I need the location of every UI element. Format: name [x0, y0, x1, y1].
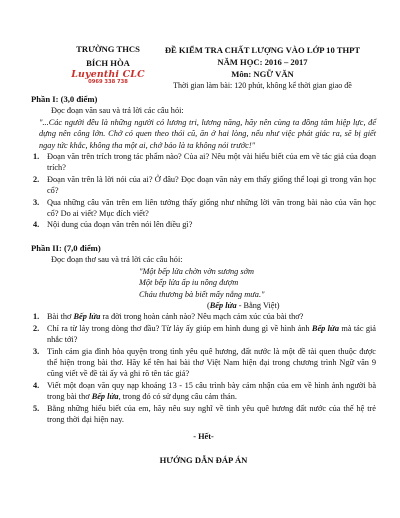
part2-question: 3. Tình cảm gia đình hòa quyện trong tình yêu quê hương, đất nước là một đề tài quen thuộc được thể hiện trong bài thơ. Hãy kể tên hai bài thơ Việt Nam hiện đại trong chương trình Ngữ văn 9 cũng viết về đề tài ấy và ghi rõ tên tác giả?	[33, 346, 376, 379]
school-year: NĂM HỌC: 2016 – 2017	[217, 57, 308, 67]
exam-title: ĐỀ KIỂM TRA CHẤT LƯỢNG VÀO LỚP 10 THPT	[164, 45, 361, 55]
poem-line: "Một bếp lửa chờn vờn sương sớm	[139, 266, 255, 276]
part2-section	[31, 243, 376, 426]
watermark-stamp	[60, 70, 156, 86]
stamp-brand: Luyenthi CLC	[71, 69, 145, 80]
poem-line: Một bếp lửa ấp iu nồng đượm	[139, 278, 239, 288]
part1-title: Phần I: (3,0 điểm)	[31, 94, 98, 104]
part2-instruction: Đọc đoạn thơ sau và trả lời các câu hỏi:	[51, 255, 183, 265]
poem-line: Cháu thương bà biết mấy nắng mưa."	[139, 289, 265, 299]
exam-header	[150, 44, 375, 92]
part1-question: 4. Nội dung của đoạn văn trên nói lên điều gì?	[33, 220, 193, 230]
stamp-phone: 0969 338 738	[88, 79, 128, 85]
part2-title: Phần II: (7,0 điểm)	[31, 242, 101, 253]
school-header	[60, 44, 156, 86]
part2-question: 4. Viết một đoạn văn quy nạp khoảng 13 - 15 câu trình bày cảm nhận của em về hình ảnh người bà trong bài thơ Bếp lửa, trong đó có sử dụng câu cảm thán.	[33, 380, 376, 402]
part1-instruction: Đọc đoạn văn sau và trả lời các câu hỏi:	[51, 106, 184, 116]
part2-question: 2. Chỉ ra từ láy trong dòng thơ đầu? Từ láy ấy giúp em hình dung gì về hình ảnh Bếp lửa mà tác giả nhắc tới?	[33, 323, 376, 345]
part2-question: 1. Bài thơ Bếp lửa ra đời trong hoàn cảnh nào? Nêu mạch cảm xúc của bài thơ?	[33, 312, 304, 322]
part1-section	[31, 94, 376, 231]
part2-questions	[31, 311, 376, 425]
part1-question: 3. Qua những câu văn trên em liên tưởng thấy giống như những lời văn trong bài nào của văn học cổ? Do ai viết? Mục đích viết?	[33, 197, 376, 219]
subject: Môn: NGỮ VĂN	[231, 69, 294, 79]
part1-questions	[31, 151, 376, 231]
answer-title: HƯỚNG DẪN ĐÁP ÁN	[159, 454, 248, 465]
end-mark: - Hết-	[193, 432, 214, 442]
school-name-line2: BÍCH HÒA	[86, 58, 130, 68]
exam-body	[31, 94, 376, 466]
part1-question: 2. Đoạn văn trên là lời nói của ai? Ở đâu? Đọc đoạn văn này em thấy giống thể loại gì trong văn học cổ?	[33, 174, 376, 196]
part2-question: 5. Bằng những hiểu biết của em, hãy nêu suy nghĩ về tình yêu quê hương đất nước của thế hệ trẻ trong thời đại hiện nay.	[33, 403, 376, 424]
school-name-line1: TRƯỜNG THCS	[76, 44, 140, 54]
part1-passage: "...Các người đều là những người có lương tri, lương năng, hãy nên cùng ta đồng tâm hiệp lực, để dựng nên công lớn. Chớ có quen theo thói cũ, ăn ở hai lòng, nếu như việc phát giác ra, sẽ bị giết ngay tức khắc, không tha một ai, chớ bảo là ta không nói trước!"	[39, 117, 376, 150]
poem-excerpt	[31, 266, 376, 300]
part1-question: 1. Đoạn văn trên trích trong tác phẩm nào? Của ai? Nêu một vài hiểu biết của em về tác giả của đoạn trích?	[33, 152, 376, 173]
poem-source: (Bếp lửa - Bằng Việt)	[207, 300, 280, 310]
duration: Thời gian làm bài: 120 phút, không kể thời gian giao đề	[173, 81, 352, 90]
